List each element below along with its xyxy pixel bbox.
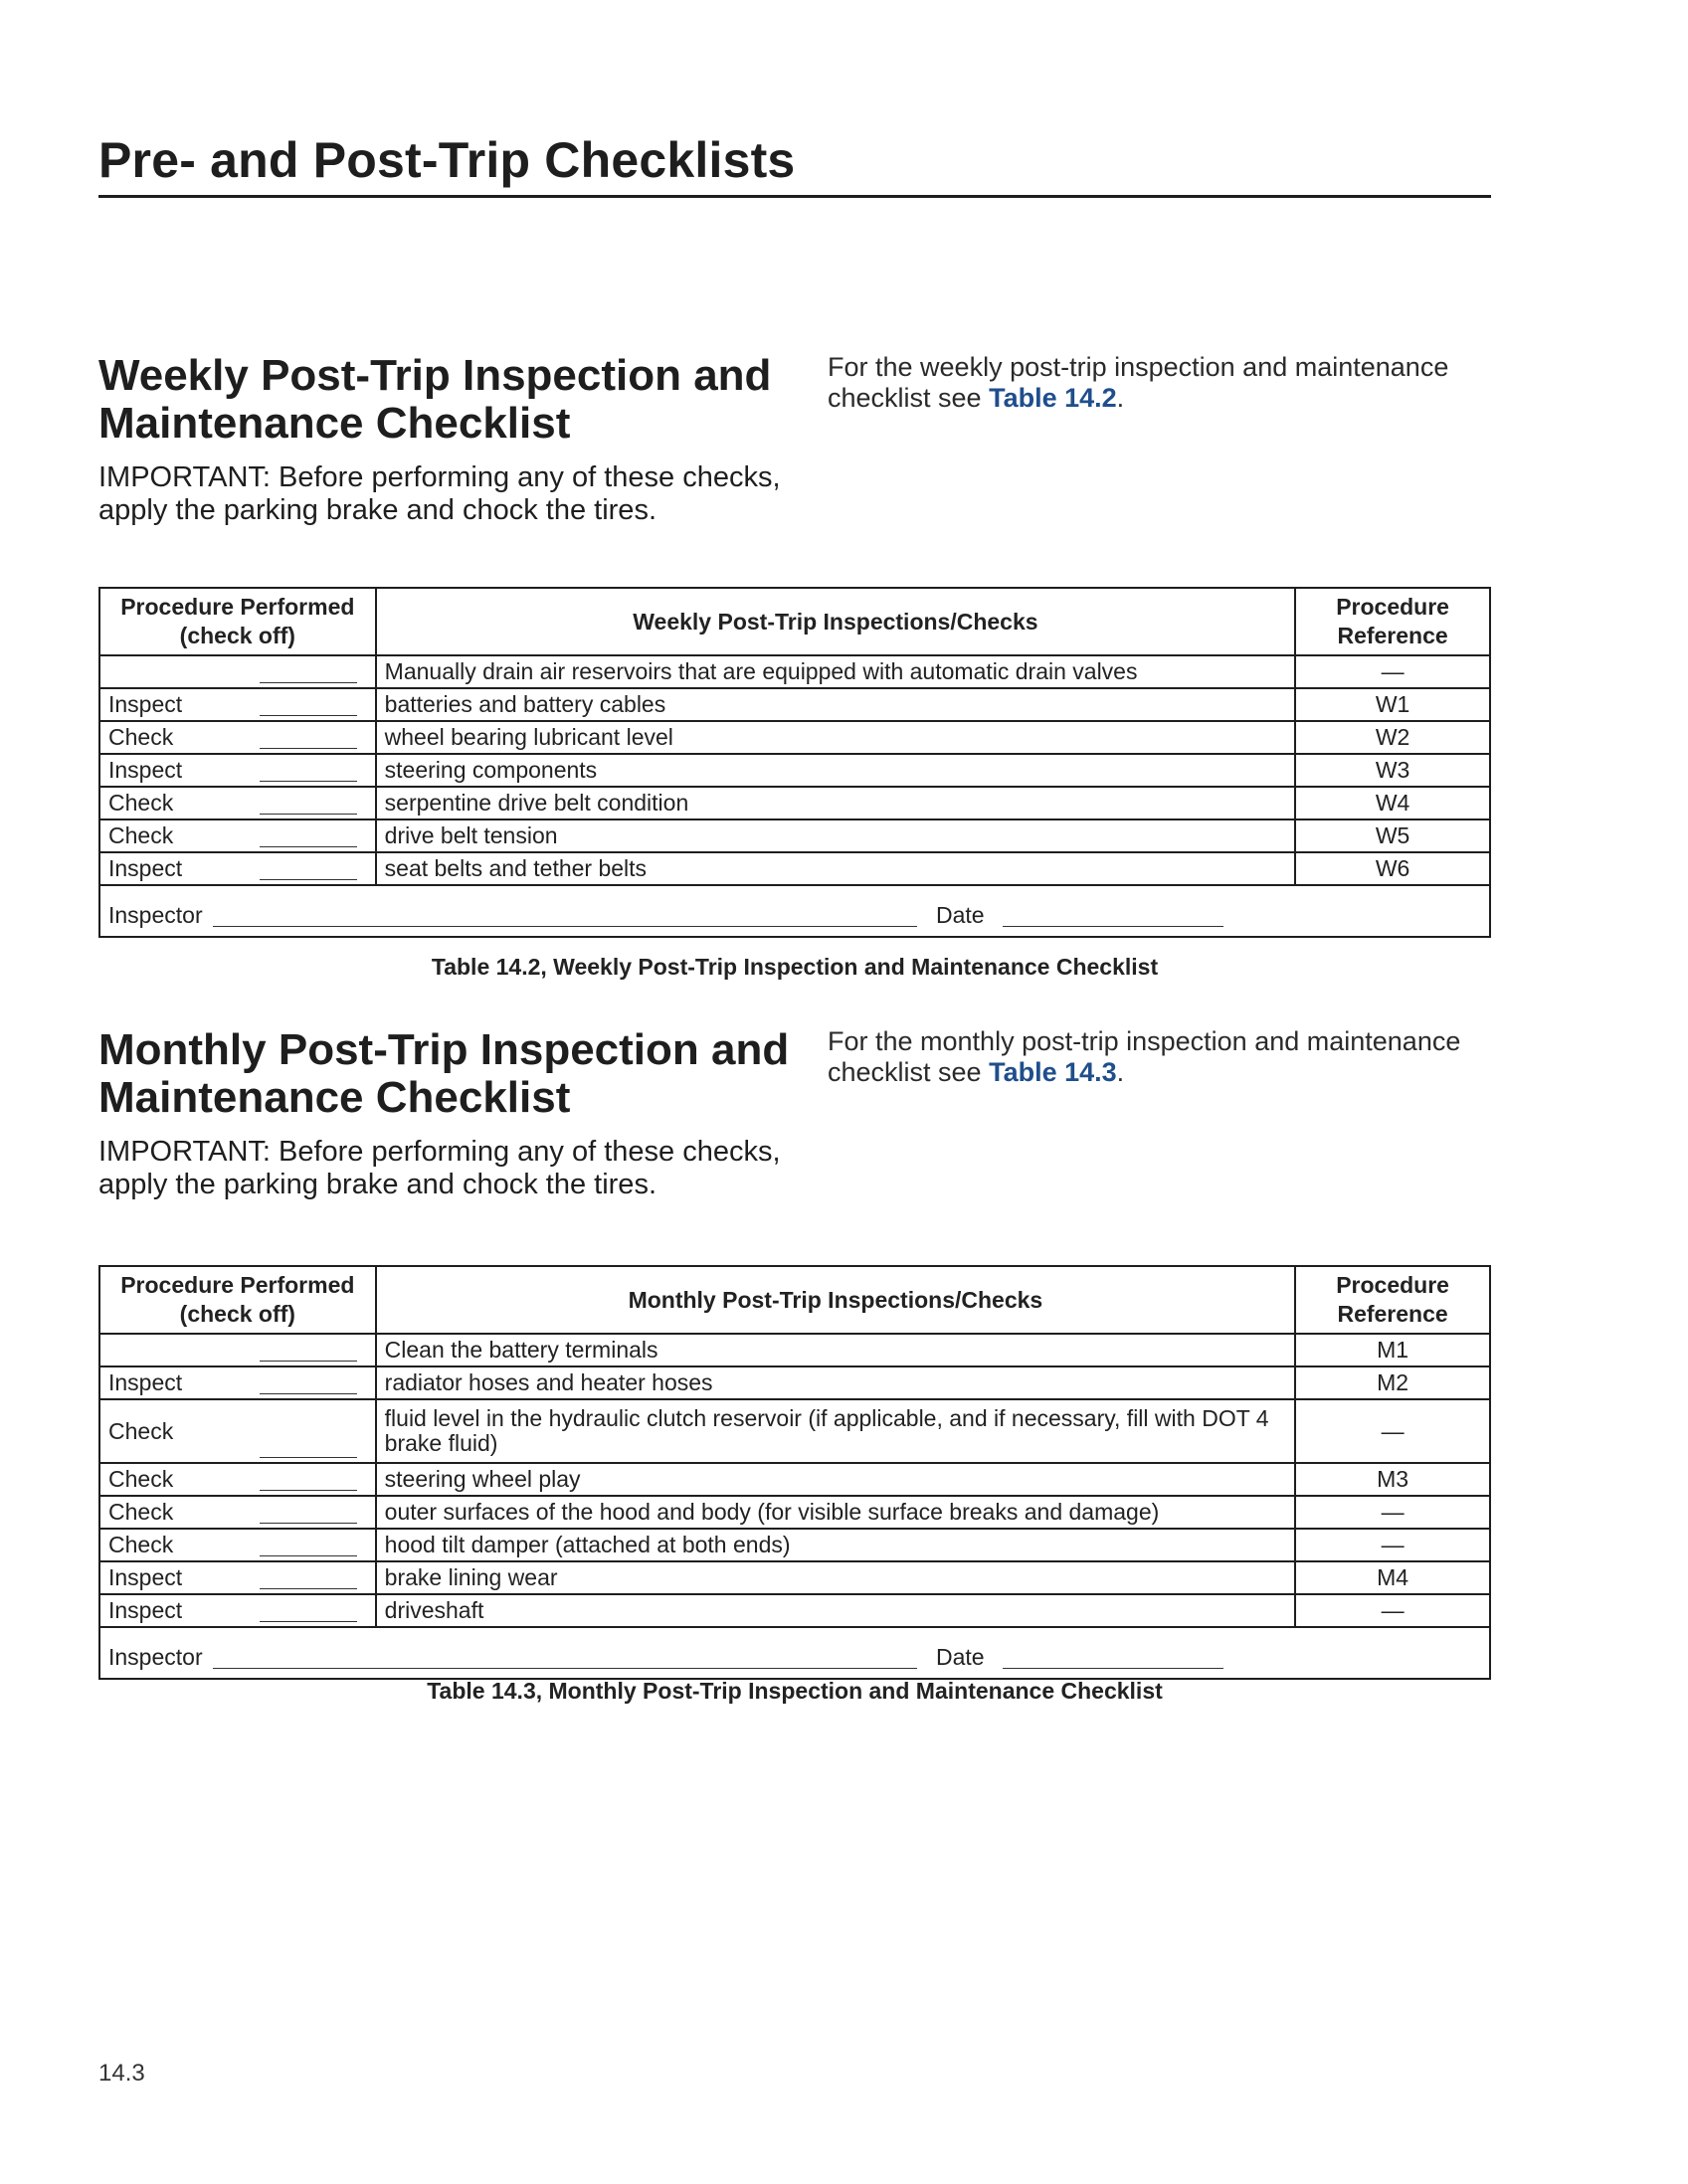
procedure-reference-cell: — — [1295, 1594, 1490, 1627]
action-label: Inspect — [108, 1564, 183, 1590]
inspector-label: Inspector — [108, 1644, 203, 1670]
table-row — [99, 787, 1490, 819]
table-row — [99, 1496, 1490, 1529]
weekly-important-note: IMPORTANT: Before performing any of these checks, apply the parking brake and chock the tires. — [98, 461, 781, 526]
task-cell: Manually drain air reservoirs that are equipped with automatic drain valves — [376, 655, 1295, 688]
header-inspections: Monthly Post-Trip Inspections/Checks — [376, 1266, 1295, 1334]
table-row — [99, 688, 1490, 721]
procedure-performed-cell — [99, 721, 376, 754]
procedure-performed-cell — [99, 1463, 376, 1496]
task-cell: fluid level in the hydraulic clutch reservoir (if applicable, and if necessary, fill with DOT 4 brake fluid) — [376, 1399, 1295, 1463]
weekly-left-column — [98, 352, 795, 527]
table-row — [99, 1561, 1490, 1594]
check-off-field[interactable] — [260, 714, 357, 716]
procedure-performed-cell — [99, 754, 376, 787]
procedure-performed-cell — [99, 1399, 376, 1463]
procedure-reference-cell: W4 — [1295, 787, 1490, 819]
table-row — [99, 1399, 1490, 1463]
task-cell: outer surfaces of the hood and body (for visible surface breaks and damage) — [376, 1496, 1295, 1529]
task-cell: wheel bearing lubricant level — [376, 721, 1295, 754]
date-field[interactable] — [1003, 926, 1223, 927]
procedure-reference-cell: M2 — [1295, 1366, 1490, 1399]
monthly-checklist-table — [98, 1265, 1491, 1680]
task-cell: drive belt tension — [376, 819, 1295, 852]
inspector-signature-field[interactable] — [213, 1668, 917, 1669]
procedure-reference-cell: W5 — [1295, 819, 1490, 852]
table-row — [99, 1594, 1490, 1627]
check-off-field[interactable] — [260, 1554, 357, 1556]
header-procedure-performed: Procedure Performed (check off) — [99, 588, 376, 655]
procedure-reference-cell: — — [1295, 1399, 1490, 1463]
weekly-table-caption: Table 14.2, Weekly Post-Trip Inspection and Maintenance Checklist — [431, 954, 1159, 980]
action-label: Inspect — [108, 691, 183, 717]
monthly-left-column — [98, 1026, 795, 1201]
table-row — [99, 1334, 1490, 1366]
table-row — [99, 1529, 1490, 1561]
table-row — [99, 721, 1490, 754]
table-row — [99, 1366, 1490, 1399]
date-field[interactable] — [1003, 1668, 1223, 1669]
procedure-performed-cell — [99, 819, 376, 852]
weekly-intro-text: For the weekly post-trip inspection and maintenance checklist see — [828, 352, 1449, 413]
monthly-important-note: IMPORTANT: Before performing any of these checks, apply the parking brake and chock the tires. — [98, 1136, 781, 1200]
header-procedure-reference: Procedure Reference — [1295, 1266, 1490, 1334]
action-label: Check — [108, 1499, 174, 1525]
check-off-field[interactable] — [260, 878, 357, 880]
weekly-intro — [828, 352, 1484, 414]
weekly-intro-suffix: . — [1116, 383, 1125, 413]
table-row — [99, 754, 1490, 787]
procedure-reference-cell: W2 — [1295, 721, 1490, 754]
task-cell: radiator hoses and heater hoses — [376, 1366, 1295, 1399]
weekly-table-body — [99, 655, 1490, 885]
procedure-reference-cell: — — [1295, 1496, 1490, 1529]
monthly-table-body — [99, 1334, 1490, 1627]
action-label: Check — [108, 822, 174, 848]
monthly-intro-text: For the monthly post-trip inspection and maintenance checklist see — [828, 1026, 1461, 1087]
monthly-intro-suffix: . — [1116, 1057, 1125, 1087]
date-label: Date — [936, 1644, 985, 1670]
check-off-field[interactable] — [260, 1522, 357, 1524]
procedure-reference-cell: W3 — [1295, 754, 1490, 787]
check-off-field[interactable] — [260, 813, 357, 815]
action-label: Check — [108, 724, 174, 750]
action-label: Check — [108, 1532, 174, 1557]
action-label: Check — [108, 790, 174, 816]
procedure-performed-cell — [99, 1529, 376, 1561]
procedure-reference-cell: — — [1295, 1529, 1490, 1561]
check-off-field[interactable] — [260, 747, 357, 749]
page-number: 14.3 — [98, 2060, 145, 2087]
procedure-reference-cell: M4 — [1295, 1561, 1490, 1594]
procedure-reference-cell: M1 — [1295, 1334, 1490, 1366]
monthly-inspector-row — [99, 1627, 1490, 1679]
header-inspections: Weekly Post-Trip Inspections/Checks — [376, 588, 1295, 655]
page-title: Pre- and Post-Trip Checklists — [98, 132, 796, 188]
procedure-reference-cell: W6 — [1295, 852, 1490, 885]
monthly-table-link[interactable]: Table 14.3 — [989, 1057, 1117, 1087]
procedure-reference-cell: W1 — [1295, 688, 1490, 721]
weekly-heading: Weekly Post-Trip Inspection and Maintenance Checklist — [98, 351, 772, 448]
check-off-field[interactable] — [260, 1456, 357, 1458]
monthly-intro — [828, 1026, 1484, 1088]
check-off-field[interactable] — [260, 1360, 357, 1362]
check-off-field[interactable] — [260, 1587, 357, 1589]
date-label: Date — [936, 902, 985, 928]
inspector-signature-field[interactable] — [213, 926, 917, 927]
action-label: Check — [108, 1417, 174, 1444]
procedure-reference-cell: — — [1295, 655, 1490, 688]
task-cell: Clean the battery terminals — [376, 1334, 1295, 1366]
check-off-field[interactable] — [260, 845, 357, 847]
check-off-field[interactable] — [260, 780, 357, 782]
task-cell: hood tilt damper (attached at both ends) — [376, 1529, 1295, 1561]
weekly-checklist-table — [98, 587, 1491, 938]
table-header-row — [99, 588, 1490, 655]
title-rule — [98, 195, 1491, 198]
monthly-heading: Monthly Post-Trip Inspection and Maintenance Checklist — [98, 1025, 790, 1122]
task-cell: steering components — [376, 754, 1295, 787]
check-off-field[interactable] — [260, 1392, 357, 1394]
weekly-table-link[interactable]: Table 14.2 — [989, 383, 1117, 413]
procedure-performed-cell — [99, 1594, 376, 1627]
monthly-table-caption: Table 14.3, Monthly Post-Trip Inspection and Maintenance Checklist — [427, 1678, 1163, 1704]
header-procedure-performed: Procedure Performed (check off) — [99, 1266, 376, 1334]
procedure-performed-cell — [99, 787, 376, 819]
action-label: Inspect — [108, 1369, 183, 1395]
check-off-field[interactable] — [260, 1620, 357, 1622]
task-cell: steering wheel play — [376, 1463, 1295, 1496]
procedure-performed-cell — [99, 1334, 376, 1366]
action-label: Inspect — [108, 855, 183, 881]
header-procedure-reference: Procedure Reference — [1295, 588, 1490, 655]
check-off-field[interactable] — [260, 681, 357, 683]
check-off-field[interactable] — [260, 1489, 357, 1491]
table-row — [99, 655, 1490, 688]
inspector-label: Inspector — [108, 902, 203, 928]
task-cell: serpentine drive belt condition — [376, 787, 1295, 819]
procedure-performed-cell — [99, 688, 376, 721]
weekly-inspector-row — [99, 885, 1490, 937]
procedure-performed-cell — [99, 1366, 376, 1399]
table-row — [99, 819, 1490, 852]
procedure-performed-cell — [99, 655, 376, 688]
task-cell: seat belts and tether belts — [376, 852, 1295, 885]
procedure-performed-cell — [99, 1561, 376, 1594]
procedure-performed-cell — [99, 1496, 376, 1529]
action-label: Inspect — [108, 1597, 183, 1623]
procedure-performed-cell — [99, 852, 376, 885]
action-label: Inspect — [108, 757, 183, 783]
task-cell: driveshaft — [376, 1594, 1295, 1627]
task-cell: batteries and battery cables — [376, 688, 1295, 721]
table-row — [99, 852, 1490, 885]
task-cell: brake lining wear — [376, 1561, 1295, 1594]
table-row — [99, 1463, 1490, 1496]
table-header-row — [99, 1266, 1490, 1334]
procedure-reference-cell: M3 — [1295, 1463, 1490, 1496]
action-label: Check — [108, 1466, 174, 1492]
